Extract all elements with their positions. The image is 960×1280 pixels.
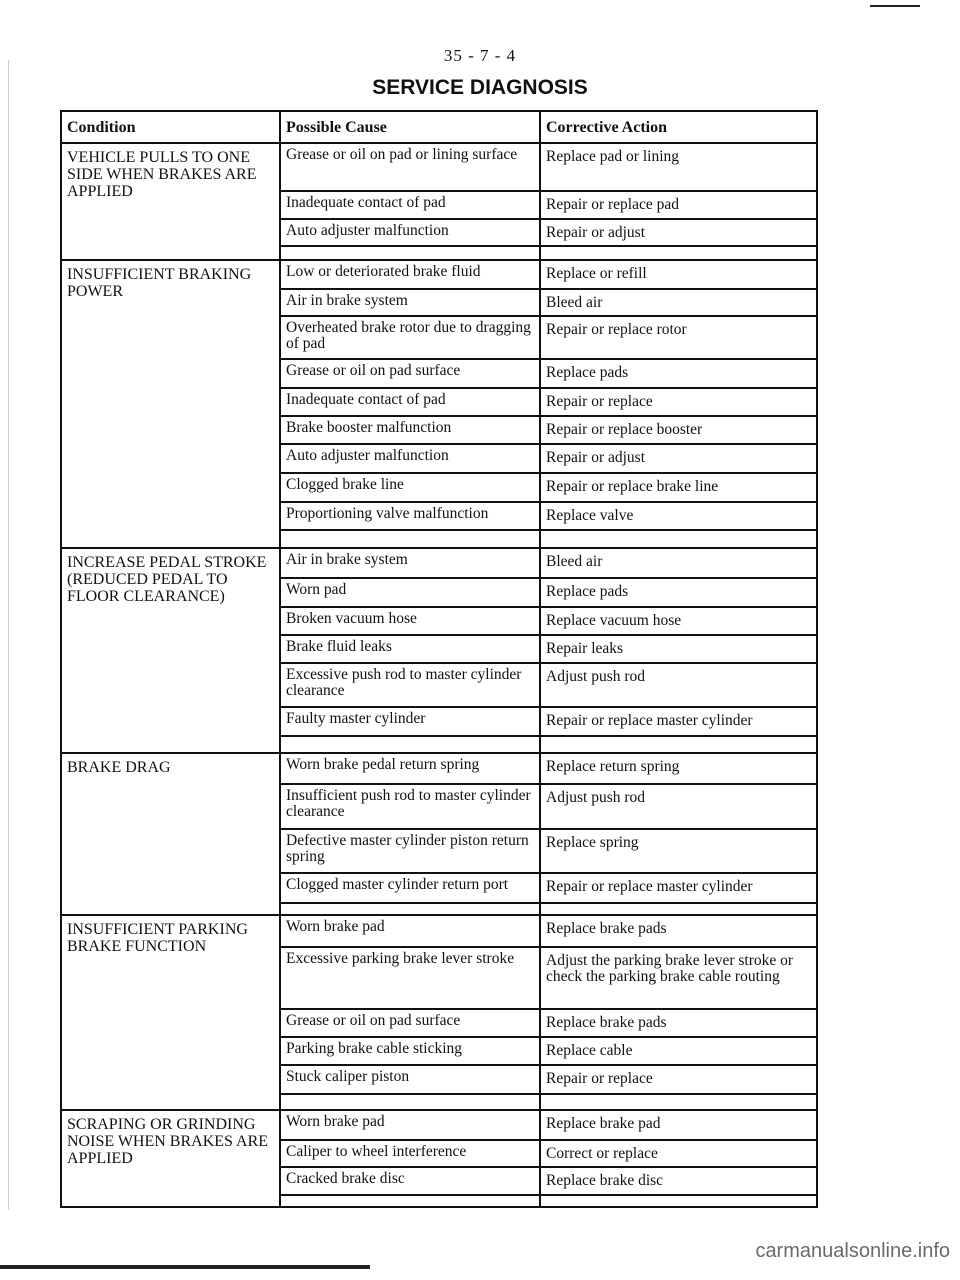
group-spacer: [281, 904, 816, 914]
table-row: [281, 360, 816, 389]
corrective-action-cell: Replace pads: [539, 579, 816, 606]
possible-cause-cell: Broken vacuum hose: [286, 610, 417, 627]
table-row: [281, 916, 816, 948]
corrective-action-cell: Repair or replace: [539, 389, 816, 415]
table-row: [281, 874, 816, 904]
condition-group: [62, 754, 816, 916]
table-row: [281, 317, 816, 360]
table-row: [281, 417, 816, 445]
group-spacer: [281, 737, 816, 752]
table-row: [281, 503, 816, 531]
watermark: carmanualsonline.info: [755, 1240, 950, 1262]
table-row: [281, 1168, 816, 1196]
corrective-action-cell: Replace or refill: [539, 261, 816, 288]
possible-cause-cell: Worn brake pad: [286, 918, 385, 935]
corrective-action-cell: Replace cable: [539, 1038, 816, 1064]
corrective-action-cell: Replace pads: [539, 360, 816, 387]
possible-cause-cell: Grease or oil on pad surface: [286, 1012, 461, 1029]
possible-cause-cell: Proportioning valve malfunction: [286, 505, 489, 522]
group-spacer: [281, 1095, 816, 1109]
possible-cause-cell: Caliper to wheel interference: [286, 1143, 467, 1160]
table-row: [281, 549, 816, 579]
corrective-action-cell: Repair or adjust: [539, 445, 816, 472]
condition-group: [62, 144, 816, 261]
corrective-action-cell: Adjust push rod: [539, 664, 816, 706]
cause-action-list: [279, 916, 816, 1109]
cause-action-list: [279, 261, 816, 547]
page-title: SERVICE DIAGNOSIS: [372, 76, 588, 99]
corrective-action-cell: Repair leaks: [539, 636, 816, 662]
top-rule: [870, 5, 920, 7]
possible-cause-cell: Worn brake pedal return spring: [286, 756, 480, 773]
corrective-action-cell: Repair or replace brake line: [539, 474, 816, 501]
possible-cause-cell: Inadequate contact of pad: [286, 391, 446, 408]
diagnosis-table: [60, 110, 818, 1208]
corrective-action-cell: Replace brake pad: [539, 1111, 816, 1139]
possible-cause-cell: Worn pad: [286, 581, 347, 598]
table-row: [281, 948, 816, 1010]
possible-cause-cell: Brake booster malfunction: [286, 419, 452, 436]
possible-cause-cell: Faulty master cylinder: [286, 710, 426, 727]
possible-cause-cell: Grease or oil on pad or lining surface: [286, 146, 518, 163]
possible-cause-cell: Excessive parking brake lever stroke: [286, 950, 515, 967]
possible-cause-cell: Clogged master cylinder return port: [286, 876, 509, 893]
corrective-action-cell: Replace valve: [539, 503, 816, 529]
table-row: [281, 261, 816, 290]
group-spacer: [281, 247, 816, 259]
column-header-corrective-action: Corrective Action: [539, 112, 816, 142]
group-spacer: [281, 531, 816, 547]
possible-cause-cell: Air in brake system: [286, 292, 408, 309]
table-row: [281, 192, 816, 220]
corrective-action-cell: Replace brake pads: [539, 916, 816, 946]
table-row: [281, 1038, 816, 1066]
corrective-action-cell: Replace spring: [539, 830, 816, 872]
table-row: [281, 636, 816, 664]
bottom-rule: [0, 1265, 370, 1269]
possible-cause-cell: Stuck caliper piston: [286, 1068, 410, 1085]
table-row: [281, 1066, 816, 1095]
corrective-action-cell: Repair or replace master cylinder: [539, 874, 816, 902]
possible-cause-cell: Cracked brake disc: [286, 1170, 405, 1187]
table-row: [281, 445, 816, 474]
possible-cause-cell: Auto adjuster malfunction: [286, 447, 449, 464]
cause-action-list: [279, 1111, 816, 1206]
corrective-action-cell: Bleed air: [539, 290, 816, 315]
condition-cell: INCREASE PEDAL STROKE (REDUCED PEDAL TO FLOOR CLEARANCE): [67, 554, 267, 605]
possible-cause-cell: Air in brake system: [286, 551, 408, 568]
table-row: [281, 608, 816, 636]
table-row: [281, 389, 816, 417]
possible-cause-cell: Defective master cylinder piston return spring: [286, 832, 529, 865]
cause-action-list: [279, 549, 816, 752]
corrective-action-cell: Bleed air: [539, 549, 816, 577]
table-row: [281, 474, 816, 503]
table-body: [62, 144, 816, 1206]
table-row: [281, 579, 816, 608]
possible-cause-cell: Low or deteriorated brake fluid: [286, 263, 481, 280]
condition-cell: VEHICLE PULLS TO ONE SIDE WHEN BRAKES ARE APPLIED: [67, 149, 257, 200]
table-row: [281, 754, 816, 785]
column-header-condition: Condition: [67, 119, 136, 136]
table-row: [281, 785, 816, 830]
corrective-action-cell: Adjust push rod: [539, 785, 816, 828]
condition-group: [62, 1111, 816, 1206]
condition-group: [62, 916, 816, 1111]
corrective-action-cell: Repair or replace: [539, 1066, 816, 1093]
condition-cell: INSUFFICIENT PARKING BRAKE FUNCTION: [67, 921, 248, 955]
possible-cause-cell: Parking brake cable sticking: [286, 1040, 463, 1057]
corrective-action-cell: Repair or replace rotor: [539, 317, 816, 358]
corrective-action-cell: Replace vacuum hose: [539, 608, 816, 634]
corrective-action-cell: Repair or replace booster: [539, 417, 816, 443]
corrective-action-cell: Correct or replace: [539, 1141, 816, 1166]
corrective-action-cell: Replace brake pads: [539, 1010, 816, 1036]
condition-group: [62, 549, 816, 754]
possible-cause-cell: Overheated brake rotor due to dragging of pad: [286, 319, 531, 352]
column-header-possible-cause: Possible Cause: [279, 112, 539, 142]
condition-cell: INSUFFICIENT BRAKING POWER: [67, 266, 252, 300]
condition-cell: BRAKE DRAG: [67, 759, 171, 776]
corrective-action-cell: Replace pad or lining: [539, 144, 816, 190]
corrective-action-cell: Repair or adjust: [539, 220, 816, 245]
corrective-action-cell: Replace return spring: [539, 754, 816, 783]
table-row: [281, 708, 816, 737]
page-number: 35 - 7 - 4: [443, 46, 517, 65]
possible-cause-cell: Inadequate contact of pad: [286, 194, 446, 211]
corrective-action-cell: Repair or replace pad: [539, 192, 816, 218]
possible-cause-cell: Clogged brake line: [286, 476, 404, 493]
cause-action-list: [279, 754, 816, 914]
possible-cause-cell: Excessive push rod to master cylinder clearance: [286, 666, 522, 699]
corrective-action-cell: Repair or replace master cylinder: [539, 708, 816, 735]
corrective-action-cell: Replace brake disc: [539, 1168, 816, 1194]
condition-cell: SCRAPING OR GRINDING NOISE WHEN BRAKES ARE APPLIED: [67, 1116, 269, 1167]
table-row: [281, 144, 816, 192]
table-row: [281, 290, 816, 317]
table-row: [281, 1141, 816, 1168]
possible-cause-cell: Insufficient push rod to master cylinder clearance: [286, 787, 531, 820]
table-row: [281, 1111, 816, 1141]
possible-cause-cell: Worn brake pad: [286, 1113, 385, 1130]
possible-cause-cell: Brake fluid leaks: [286, 638, 392, 655]
possible-cause-cell: Auto adjuster malfunction: [286, 222, 449, 239]
corrective-action-cell: Adjust the parking brake lever stroke or check the parking brake cable routing: [539, 948, 816, 1008]
table-row: [281, 664, 816, 708]
condition-group: [62, 261, 816, 549]
table-row: [281, 1010, 816, 1038]
table-header-row: [62, 112, 816, 144]
possible-cause-cell: Grease or oil on pad surface: [286, 362, 461, 379]
table-row: [281, 220, 816, 247]
left-margin-line: [8, 60, 9, 1210]
cause-action-list: [279, 144, 816, 259]
group-spacer: [281, 1196, 816, 1206]
table-row: [281, 830, 816, 874]
